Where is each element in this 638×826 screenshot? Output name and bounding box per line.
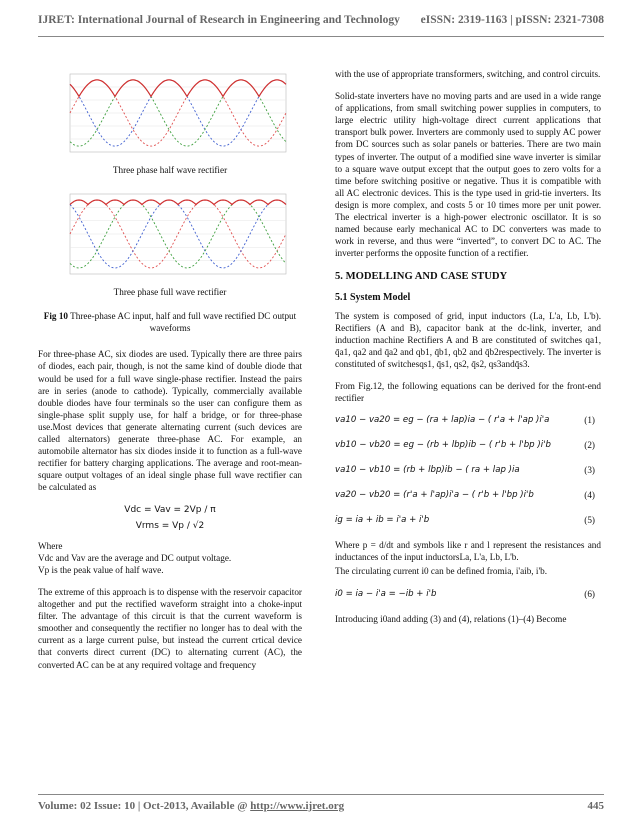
paragraph: The circulating current i0 can be defined fromia, i'aib, i'b. bbox=[335, 566, 547, 577]
page-footer bbox=[38, 800, 604, 812]
formula-vrms: Vrms = Vp / √2 bbox=[135, 520, 205, 531]
half-wave-plot bbox=[50, 68, 290, 158]
paragraph: The extreme of this approach is to dispense with the reservoir capacitor altogether and put the rectified waveform straight into a choke-input filter. The advantage of this circuit is that the current waveform is smoother and consequently the rectifier no longer has to deal with the current as a large current pulse, but instead the current crtical device that converts direct current (DC) to alternating current (AC), the converted AC can be at any required voltage and frequency bbox=[38, 586, 302, 670]
page-number: 445 bbox=[587, 800, 604, 812]
fig1-caption: Three phase half wave rectifier bbox=[112, 165, 228, 175]
fig10-text: Three-phase AC input, half and full wave rectified DC output waveforms bbox=[70, 311, 297, 334]
footer-text: Volume: 02 Issue: 10 | Oct-2013, Available @ bbox=[38, 800, 251, 812]
paragraph: Where p = d/dt and symbols like r and l represent the resistances and inductances of the input inductorsLa, L'a, Lb, L'b. bbox=[335, 540, 601, 563]
paragraph: From Fig.12, the following equations can be derived for the front-end rectifier bbox=[335, 381, 601, 404]
fig10-caption bbox=[38, 310, 302, 334]
formula-vdc: Vdc = Vav = 2Vp / π bbox=[124, 504, 216, 515]
equation-2: vb10 − vb20 = eg − (rb + lbp)ib − ( r'b + l'bp )i'b (2) bbox=[335, 440, 595, 451]
equation-6: i0 = ia − i'a = −ib + i'b (6) bbox=[335, 588, 595, 599]
header-rule bbox=[38, 36, 604, 37]
paragraph: Solid-state inverters have no moving parts and are used in a wide range of applications, from small switching power supplies in computers, to large electric utility high-voltage direct current applications that transport bulk power. Inverters are commonly used to supply AC power from DC sources such as solar panels or batteries. There are two main types of inverter. The output of a modified sine wave inverter is similar to a square wave output except that the output goes to zero volts for a time before switching positive or negative. Thus it is compatible with all AC electronic devices. This is the type used in grid-tie inverters. Its design is more complex, and costs 5 or 10 times more per unit power. The electrical inverter is a high-power electronic oscillator. It is so named because early mechanical AC to DC converters was made to work in reverse, and thus were “inverted”, to convert DC to AC. The inverter performs the opposite function of a rectifier. bbox=[335, 91, 601, 259]
journal-title: IJRET: International Journal of Research in Engineering and Technology bbox=[38, 14, 400, 26]
where-label: Where bbox=[38, 540, 63, 551]
issn: eISSN: 2319-1163 | pISSN: 2321-7308 bbox=[420, 14, 604, 26]
where-line-1: Vdc and Vav are the average and DC output voltage. bbox=[38, 552, 232, 563]
subsection-heading: 5.1 System Model bbox=[335, 291, 411, 303]
left-column bbox=[38, 68, 302, 681]
right-column bbox=[335, 68, 601, 635]
where-line-2: Vp is the peak value of half wave. bbox=[38, 564, 164, 575]
equation-1: va10 − va20 = eg − (ra + lap)ia − ( r'a + l'ap )i'a (1) bbox=[335, 415, 595, 426]
section-heading: 5. MODELLING AND CASE STUDY bbox=[335, 271, 508, 283]
paragraph: The system is composed of grid, input inductors (La, L'a, Lb, L'b). Rectifiers (A and B), capacitor bank at the dc-link, inverter, and induction machine Rectifiers A and B are constituted of switches qa1, q̄a1, qa2 and q̄a2 and qb1, q̄b1, qb2 and q̄b2respectively. The inverter is constituted of switchesqs1, q̄s1, qs2, q̄s2, qs3andq̄s3. bbox=[335, 310, 601, 369]
equation-4: va20 − vb20 = (r'a + l'ap)i'a − ( r'b + l'bp )i'b (4) bbox=[335, 490, 595, 501]
footer-rule bbox=[38, 794, 604, 795]
equation-3: va10 − vb10 = (rb + lbp)ib − ( ra + lap )ia (3) bbox=[335, 465, 595, 476]
fig10-label: Fig 10 bbox=[43, 311, 69, 322]
equation-5: ig = ia + ib = i'a + i'b (5) bbox=[335, 515, 595, 526]
journal-link[interactable]: http://www.ijret.org bbox=[250, 800, 345, 812]
fig2-caption: Three phase full wave rectifier bbox=[113, 287, 227, 298]
paragraph: Introducing i0and adding (3) and (4), relations (1)–(4) Become bbox=[335, 613, 567, 624]
paragraph: For three-phase AC, six diodes are used. Typically there are three pairs of diodes, each pair, though, is not the same kind of double diode that would be used for a full wave single-phase rectifier. Instead the pairs are in series (anode to cathode). Typically, commercially available double diodes have four terminals so the user can configure them as single-phase split supply use, for half a bridge, or for three-phase use.Most devices that generate alternating current (such devices are called alternators) generate three-phase AC. For example, an automobile alternator has six diodes inside it to function as a full-wave rectifier for battery charging applications. The average and root-mean-square output voltages of an ideal single phase full wave rectifier can be calculated as bbox=[38, 349, 302, 493]
paragraph: with the use of appropriate transformers, switching, and control circuits. bbox=[335, 69, 601, 79]
full-wave-plot bbox=[50, 188, 290, 280]
